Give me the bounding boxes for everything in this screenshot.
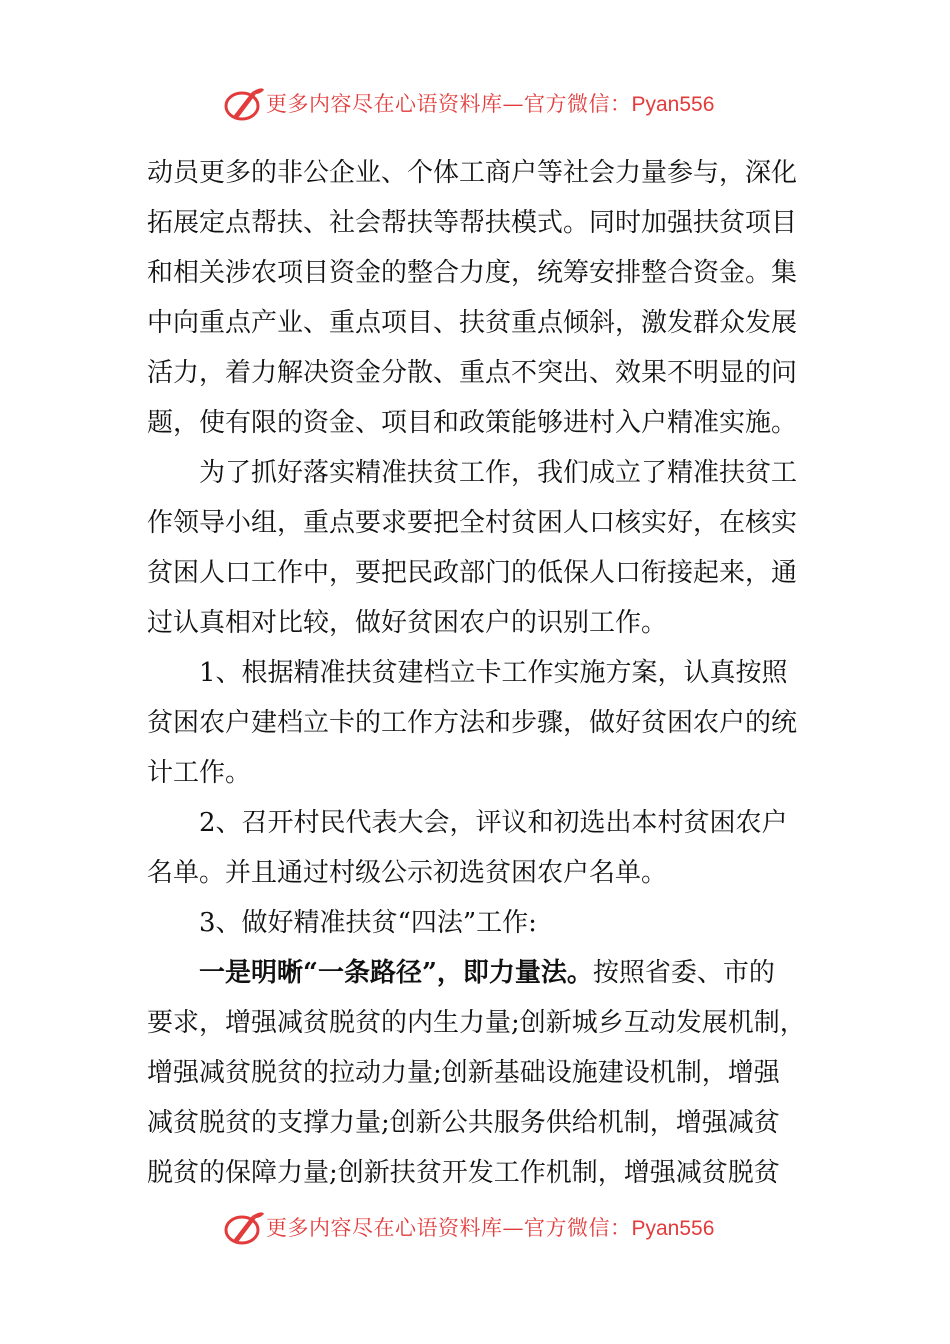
text-line: 拓展定点帮扶、社会帮扶等帮扶模式。同时加强扶贫项目 [147,208,798,238]
text-line: 增强减贫脱贫的拉动力量;创新基础设施建设机制，增强 [147,1058,780,1088]
footer-watermark-banner [0,1206,950,1252]
text-line: 为了抓好落实精准扶贫工作，我们成立了精准扶贫工 [199,458,798,488]
wechat-id: Pyan556 [631,1217,715,1240]
text-line: 和相关涉农项目资金的整合力度，统筹安排整合资金。集 [147,258,798,288]
text-line: 活力，着力解决资金分散、重点不突出、效果不明显的问 [147,358,798,388]
text-line: 1、根据精准扶贫建档立卡工作实施方案，认真按照 [199,658,788,688]
text-span: 按照省委、市的 [592,958,775,988]
text-line: 3、做好精准扶贫“四法”工作: [199,908,537,938]
text-line: 动员更多的非公企业、个体工商户等社会力量参与，深化 [147,158,798,188]
text-line: 计工作。 [147,758,252,788]
footer-watermark-text: 更多内容尽在心语资料库—官方微信：Pyan556 [266,1216,715,1240]
header-watermark-banner [0,82,950,128]
text-line: 要求，增强减贫脱贫的内生力量;创新城乡互动发展机制， [147,1008,806,1038]
wechat-id: Pyan556 [631,93,715,116]
text-line: 名单。并且通过村级公示初选贫困农户名单。 [147,858,668,888]
text-line: 中向重点产业、重点项目、扶贫重点倾斜，激发群众发展 [147,308,798,338]
document-body [147,148,807,1198]
text-line: 2、召开村民代表大会，评议和初选出本村贫困农户 [199,808,788,838]
text-line: 作领导小组，重点要求要把全村贫困人口核实好，在核实 [147,508,798,538]
bold-lead: 一是明晰“一条路径”，即力量法。 [199,958,593,988]
quill-logo-icon [222,84,266,126]
text-line: 过认真相对比较，做好贫困农户的识别工作。 [147,608,668,638]
text-line [147,948,807,998]
text-line: 脱贫的保障力量;创新扶贫开发工作机制，增强减贫脱贫 [147,1158,780,1188]
text-line: 贫困人口工作中，要把民政部门的低保人口衔接起来，通 [147,558,798,588]
header-watermark-text: 更多内容尽在心语资料库—官方微信：Pyan556 [266,92,715,116]
text-line: 贫困农户建档立卡的工作方法和步骤，做好贫困农户的统 [147,708,798,738]
text-line: 减贫脱贫的支撑力量;创新公共服务供给机制，增强减贫 [147,1108,780,1138]
quill-logo-icon [222,1208,266,1250]
text-line: 题，使有限的资金、项目和政策能够进村入户精准实施。 [147,408,798,438]
